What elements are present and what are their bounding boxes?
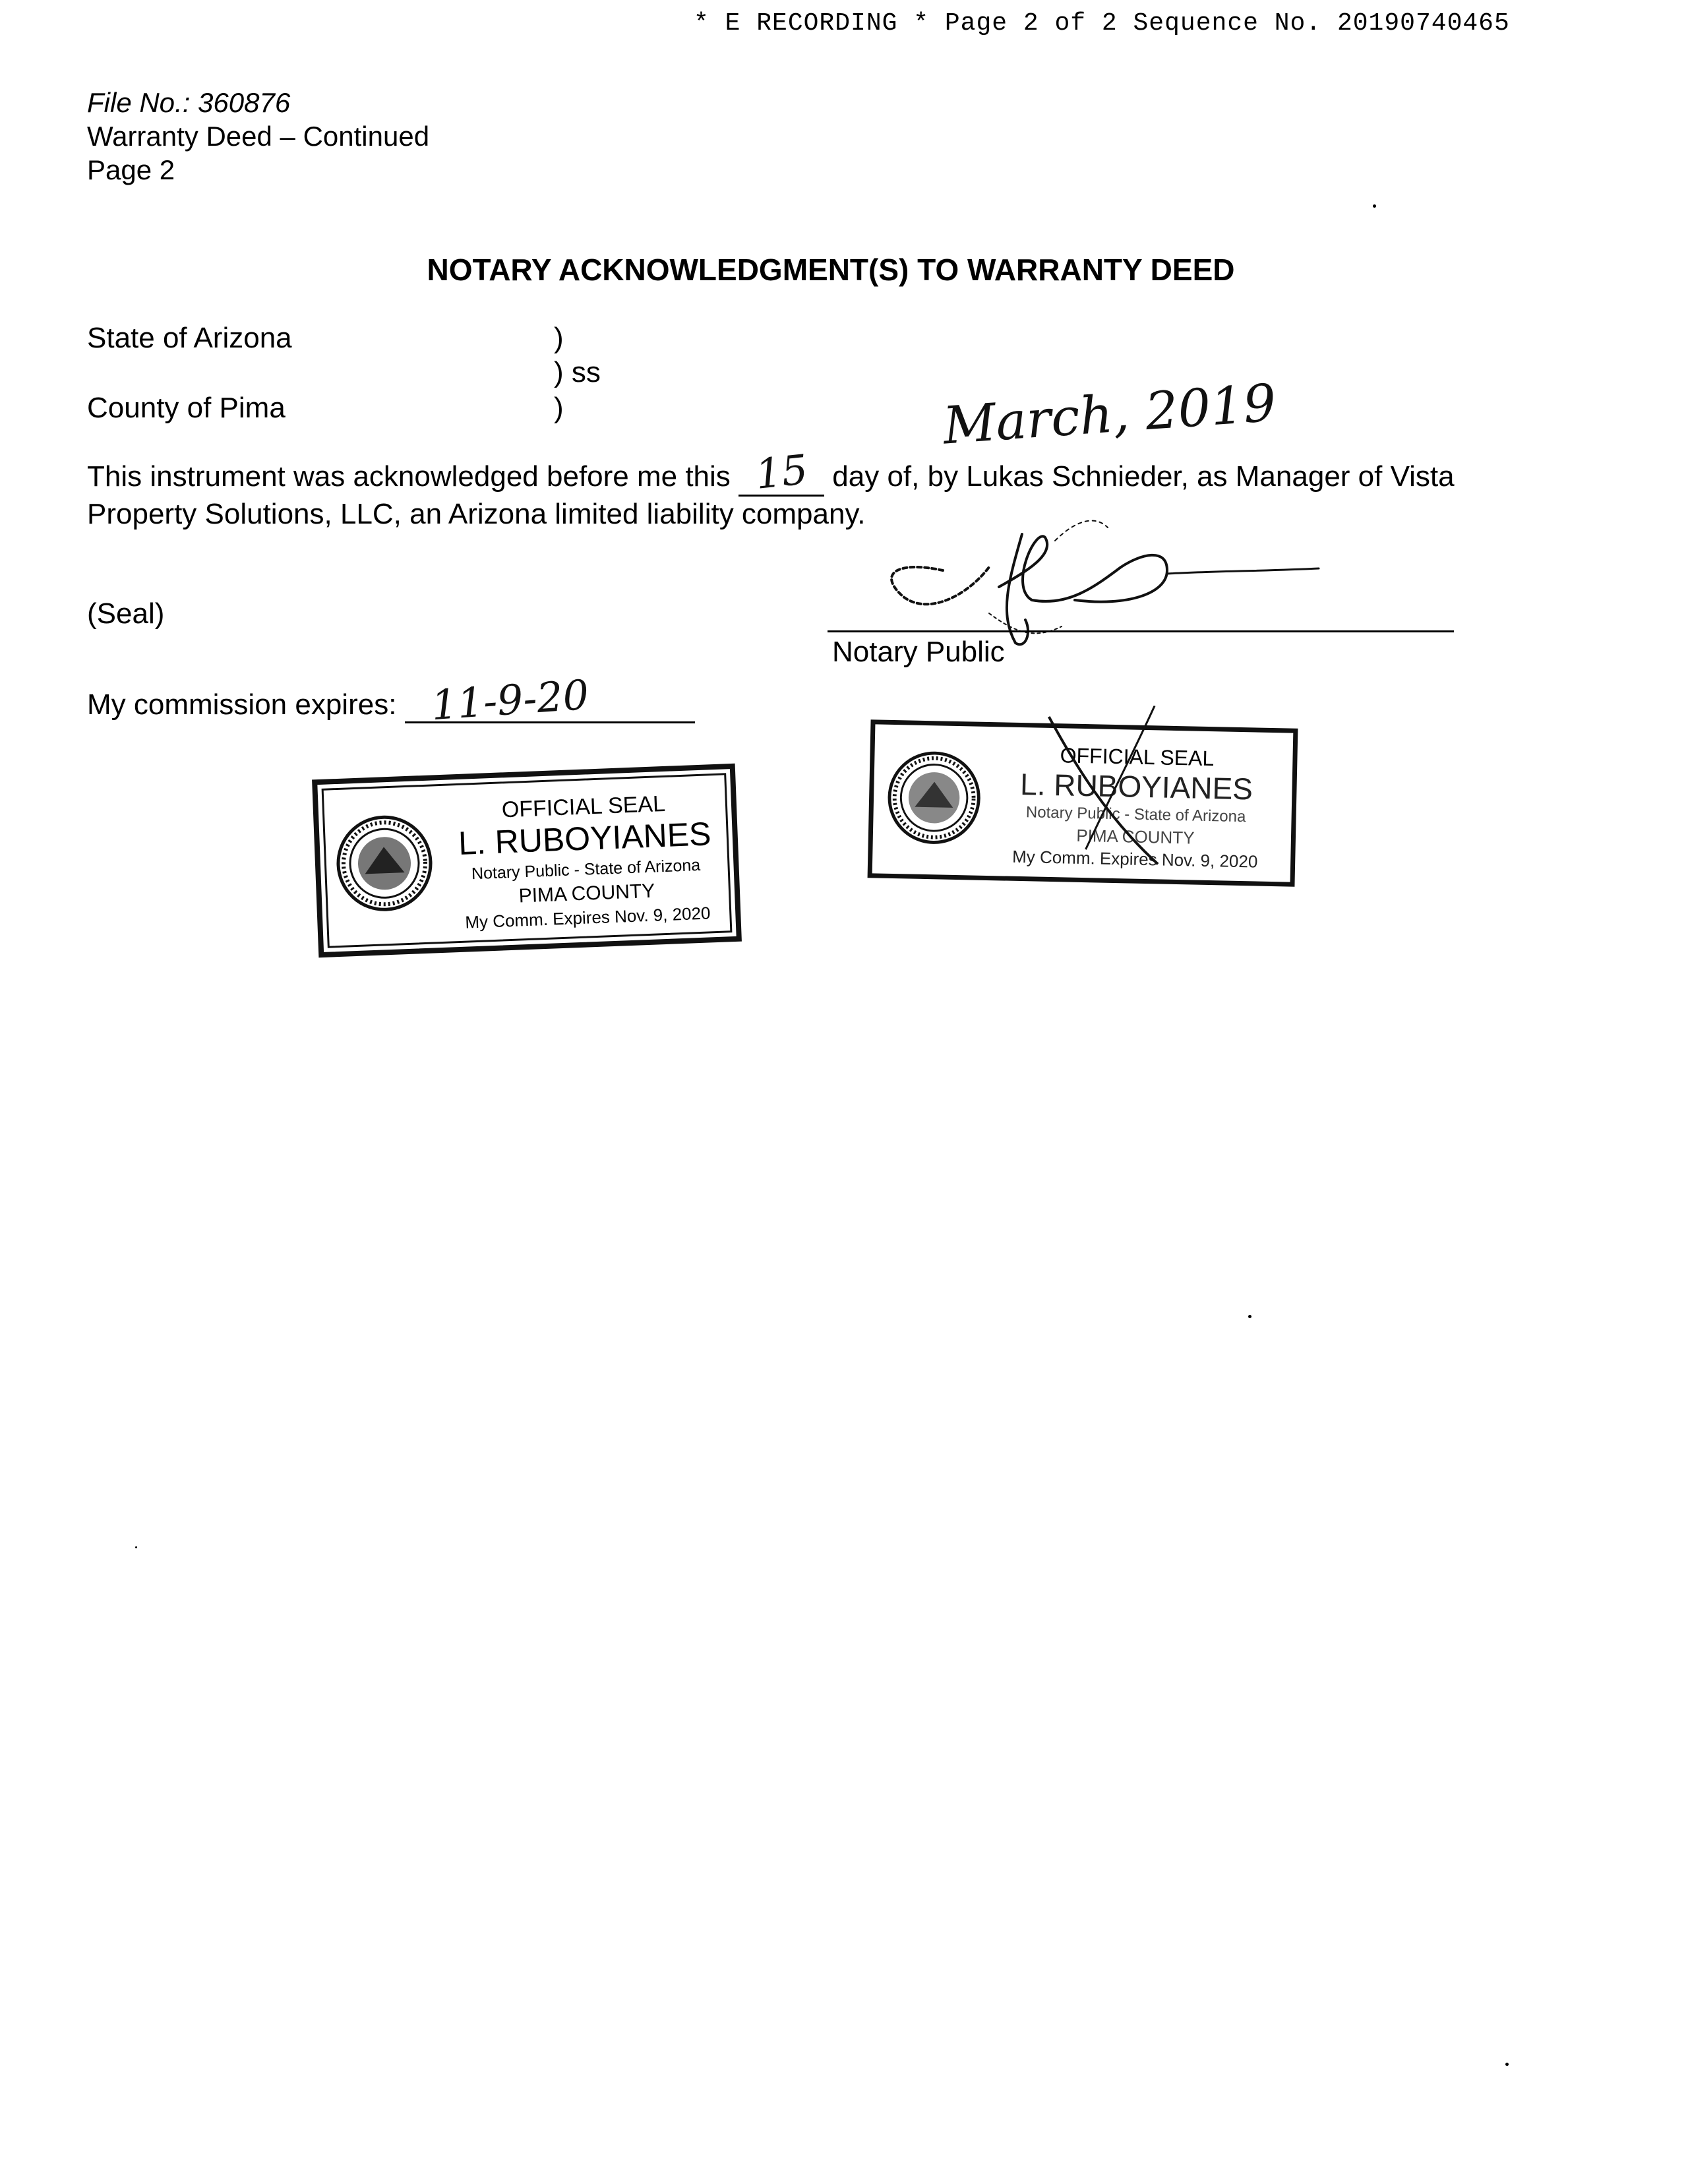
file-no-value: 360876 (198, 87, 291, 118)
notary-stamp-left (312, 764, 742, 957)
ack-text-day-of: day of (832, 460, 912, 493)
commission-blank (405, 670, 695, 730)
venue-ss: ) ss (554, 356, 601, 388)
stamp-right-line4: PIMA COUNTY (1076, 825, 1195, 848)
stamp-left-line3: Notary Public - State of Arizona (471, 855, 701, 884)
scan-speck (135, 1546, 137, 1548)
acknowledgment-line-1 (87, 445, 1455, 499)
venue-paren-1: ) (554, 322, 564, 354)
page-number: Page 2 (87, 154, 175, 185)
file-number-line (87, 86, 429, 119)
stamp-left-line1: OFFICIAL SEAL (501, 791, 666, 823)
signature-line (828, 630, 1454, 632)
commission-label: My commission expires: (87, 688, 397, 721)
handwritten-day: 15 (752, 445, 810, 499)
handwritten-month-year: March, 2019 (941, 373, 1279, 456)
notary-stamp-right (868, 719, 1298, 887)
ack-text-before-day: This instrument was acknowledged before me this (87, 460, 731, 493)
file-info-block (87, 86, 429, 187)
venue-state: State of Arizona (87, 322, 292, 354)
file-no-label: File No.: (87, 87, 191, 118)
stamp-right-line3: Notary Public - State of Arizona (1025, 803, 1246, 826)
scan-speck (1373, 204, 1376, 208)
stamp-right-line5: My Comm. Expires Nov. 9, 2020 (1011, 846, 1258, 872)
doc-continued-title: Warranty Deed – Continued (87, 121, 430, 152)
venue-paren-2: ) (554, 392, 564, 424)
ack-text-after: , by Lukas Schnieder, as Manager of Vista (911, 460, 1455, 493)
stamp-right-pen-mark (1033, 703, 1182, 884)
scan-speck (1505, 2063, 1509, 2066)
state-seal-icon (333, 812, 436, 915)
stamp-right-line1: OFFICIAL SEAL (1060, 743, 1215, 771)
state-seal-icon-right (886, 749, 983, 847)
commission-line (87, 670, 695, 730)
venue-county: County of Pima (87, 392, 286, 424)
stamp-left-name: L. RUBOYIANES (458, 815, 712, 862)
recording-header: * E RECORDING * Page 2 of 2 Sequence No. 20190740465 (694, 9, 1510, 38)
notary-public-label: Notary Public (832, 636, 1005, 668)
document-title: NOTARY ACKNOWLEDGMENT(S) TO WARRANTY DEED (427, 253, 1235, 287)
day-blank (738, 445, 824, 499)
handwritten-commission-date: 11-9-20 (429, 670, 591, 730)
seal-label: (Seal) (87, 597, 165, 630)
stamp-left-line5: My Comm. Expires Nov. 9, 2020 (464, 903, 711, 932)
stamp-left-line4: PIMA COUNTY (518, 880, 655, 907)
scan-speck (1248, 1315, 1251, 1318)
acknowledgment-line-2: Property Solutions, LLC, an Arizona limited liability company. (87, 498, 866, 530)
stamp-right-name: L. RUBOYIANES (1019, 767, 1253, 806)
